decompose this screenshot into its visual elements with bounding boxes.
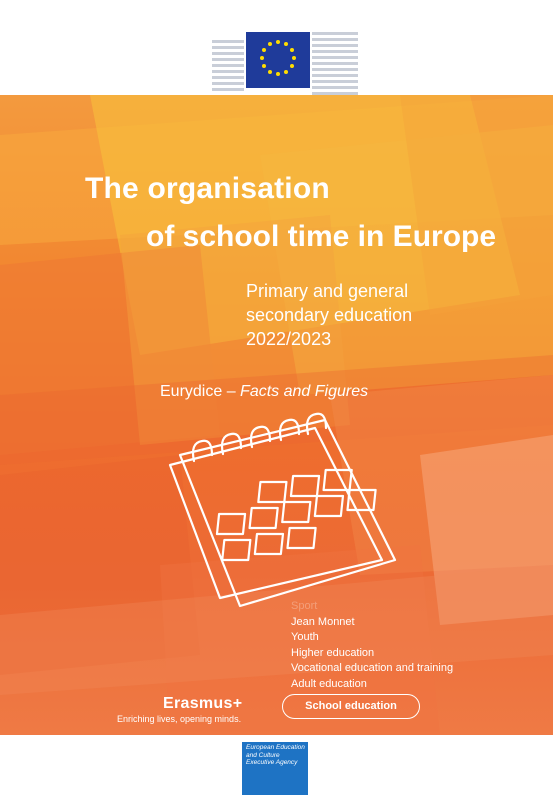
sector-item: Jean Monnet	[291, 615, 355, 628]
subtitle-line-2: secondary education	[246, 305, 413, 325]
publication-title-line-2: of school time in Europe	[146, 220, 497, 253]
selected-sector-badge: School education	[282, 694, 420, 719]
publication-subtitle	[246, 279, 412, 351]
subtitle-line-3: 2022/2023	[246, 329, 332, 349]
sector-item: Youth	[291, 631, 319, 643]
sector-item: Higher education	[291, 646, 375, 659]
sector-item: Sport	[291, 600, 318, 612]
series-name: Facts and Figures	[240, 383, 369, 400]
eacea-line-3: Executive Agency	[246, 759, 298, 767]
eacea-line-1: European Education	[246, 744, 305, 751]
sector-item: Vocational education and training	[291, 662, 454, 674]
series-label	[160, 383, 368, 401]
erasmus-tagline: Enriching lives, opening minds.	[117, 714, 242, 724]
erasmus-logo: Erasmus+	[163, 695, 243, 712]
eacea-logo-text	[246, 744, 308, 767]
publication-title-line-1: The organisation	[85, 172, 330, 205]
desk-calendar-icon	[150, 410, 400, 615]
subtitle-line-1: Primary and general	[246, 281, 409, 301]
sector-item: Adult education	[291, 677, 367, 690]
programme-sector-list	[291, 599, 453, 692]
series-prefix: Eurydice –	[160, 383, 241, 400]
eacea-line-2: and Culture	[246, 751, 280, 759]
